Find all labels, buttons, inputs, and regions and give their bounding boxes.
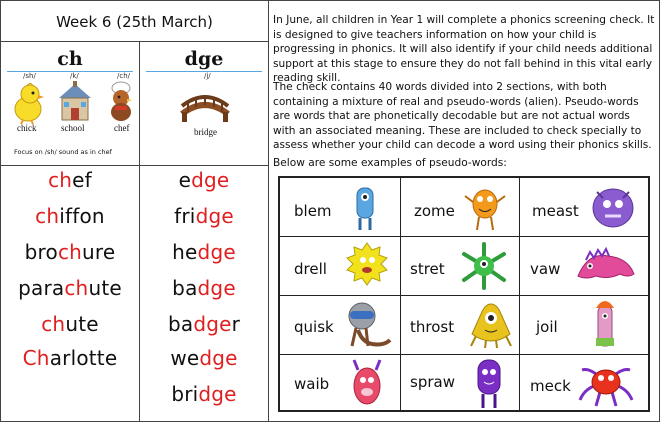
k-symbol: /k/ <box>70 72 79 80</box>
pseudo-word-throst: throst <box>410 318 455 336</box>
pseudo-word-vaw: vaw <box>530 260 561 278</box>
j-symbol: /j/ <box>204 72 211 80</box>
ch-symbol: /ch/ <box>117 72 131 80</box>
alien-pink-icon <box>574 246 638 286</box>
pseudo-word-joil: joil <box>536 318 558 336</box>
sh-symbol: /sh/ <box>23 72 36 80</box>
bridge-picture <box>178 84 232 124</box>
pseudo-word-table <box>278 176 650 412</box>
word-badger: badger <box>167 312 241 336</box>
dge-word-list <box>139 165 269 422</box>
pseudo-word-drell: drell <box>294 260 327 278</box>
word-bridge: bridge <box>171 382 237 406</box>
info-paragraph-1: In June, all children in Year 1 will complete a phonics screening check. It is designed to give teachers information on how your child is progressing in phonics. It will also identify if your child needs additional support at this stage to ensure they do not fall behind in this vital early reading skill. <box>273 14 655 84</box>
word-wedge: wedge <box>170 346 238 370</box>
alien-blue-icon <box>352 184 378 232</box>
word-badge: badge <box>172 276 236 300</box>
chef-picture <box>105 80 137 124</box>
alien-rose-icon <box>350 358 384 410</box>
alien-gold-icon <box>468 300 514 350</box>
ch-heading: ch <box>57 48 83 70</box>
focus-note: Focus on /sh/ sound as in chef <box>14 148 112 156</box>
pseudo-word-quisk: quisk <box>294 318 334 336</box>
info-paragraph-3: Below are some examples of pseudo-words: <box>273 157 507 169</box>
dge-pattern-panel <box>139 41 269 166</box>
pseudo-word-spraw: spraw <box>410 373 455 391</box>
info-paragraph-2: The check contains 40 words divided into 2 sections, with both containing a mixture of real and pseudo-words (alien). Pseudo-words are words that are phonetically decodable but are not actual words with an associated meaning. These are included to check specially to assess whether your child can decode a word using their phonics skills. <box>273 81 652 151</box>
word-hedge: hedge <box>172 240 236 264</box>
school-label: school <box>61 123 85 133</box>
pseudo-word-blem: blem <box>294 202 332 220</box>
week-title: Week 6 (25th March) <box>56 13 213 31</box>
pseudo-word-meck: meck <box>530 377 571 395</box>
school-picture <box>57 80 93 124</box>
word-edge: edge <box>178 168 230 192</box>
alien-violet-icon <box>474 356 504 410</box>
alien-orange-icon <box>464 184 506 232</box>
ch-word-list <box>0 165 140 422</box>
chef-label: chef <box>114 123 130 133</box>
word-chef: chef <box>48 168 92 192</box>
chick-picture <box>11 82 45 124</box>
word-chiffon: chiffon <box>35 204 105 228</box>
alien-tall-icon <box>592 296 618 352</box>
chick-label: chick <box>17 123 37 133</box>
word-charlotte: Charlotte <box>22 346 118 370</box>
week-title-cell <box>0 0 269 42</box>
ch-pattern-panel <box>0 41 140 166</box>
word-chute: chute <box>41 312 99 336</box>
pseudo-word-waib: waib <box>294 375 330 393</box>
word-brochure: brochure <box>24 240 116 264</box>
dge-heading: dge <box>184 48 224 70</box>
pseudo-word-stret: stret <box>410 260 445 278</box>
alien-red-icon <box>578 358 634 408</box>
pseudo-word-meast: meast <box>532 202 579 220</box>
pseudo-word-zome: zome <box>414 202 455 220</box>
word-parachute: parachute <box>18 276 122 300</box>
alien-grey-icon <box>340 298 394 352</box>
bridge-label: bridge <box>194 127 217 137</box>
word-fridge: fridge <box>174 204 234 228</box>
alien-purple-icon <box>587 182 639 234</box>
alien-yellow-icon <box>346 240 388 294</box>
alien-green-icon <box>460 240 508 292</box>
